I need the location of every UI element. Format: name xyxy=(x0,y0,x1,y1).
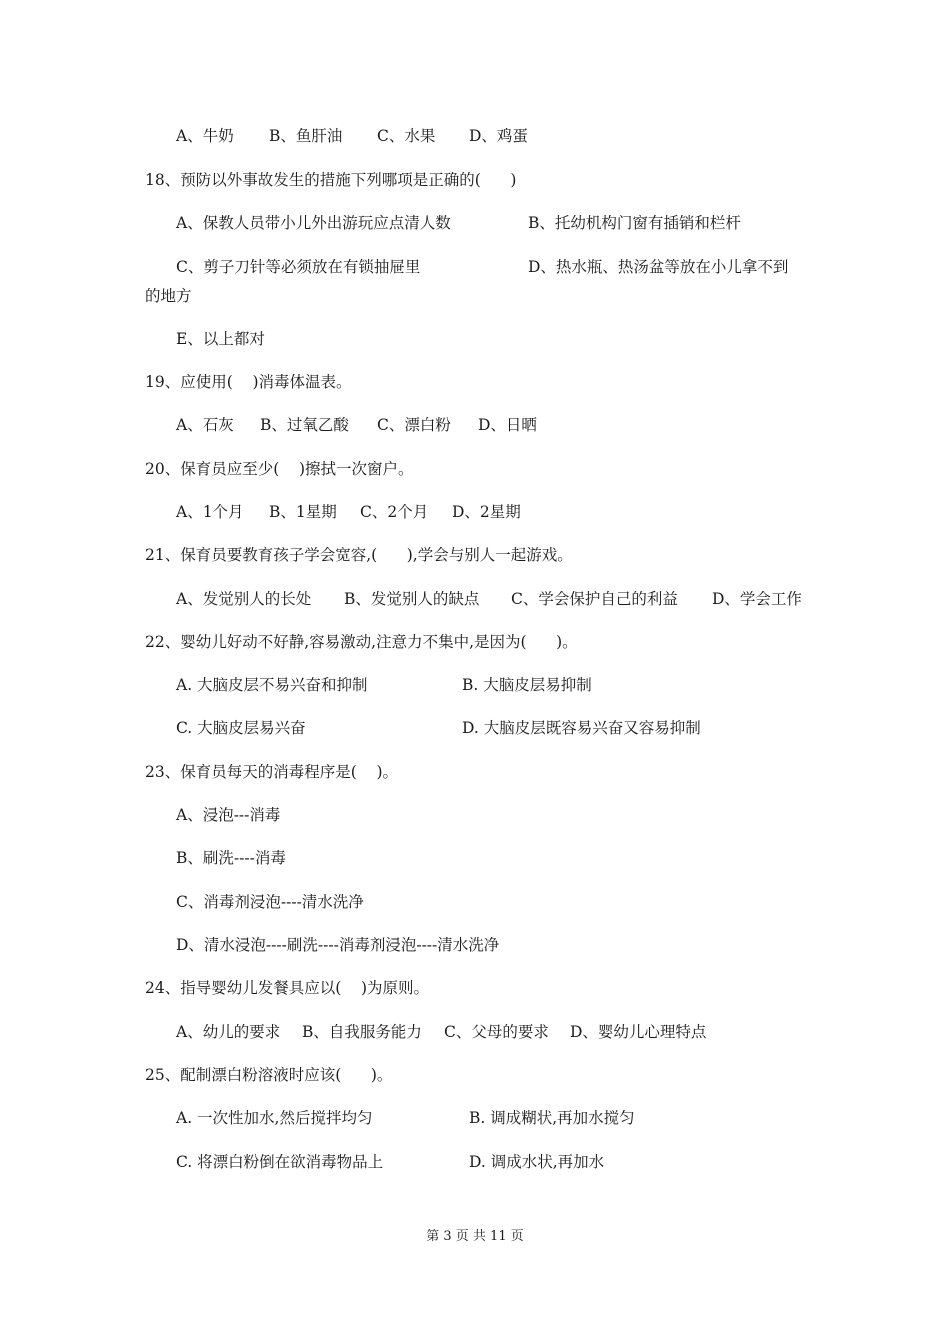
q23-option-a: A、浸泡---消毒 xyxy=(176,806,281,824)
option-b: B、1星期 xyxy=(269,503,337,521)
option-b: B、发觉别人的缺点 xyxy=(344,590,480,608)
option-c: C、父母的要求 xyxy=(444,1023,549,1041)
option-b: B. 大脑皮层易抑制 xyxy=(462,676,592,694)
option-c: C. 大脑皮层易兴奋 xyxy=(176,719,306,737)
question-20: 20、保育员应至少( )擦拭一次窗户。 xyxy=(145,460,414,478)
q23-option-c: C、消毒剂浸泡----清水洗净 xyxy=(176,893,364,911)
option-a: A、幼儿的要求 xyxy=(176,1023,281,1041)
q18-option-d-continued: 的地方 xyxy=(145,287,192,305)
option-c: C、学会保护自己的利益 xyxy=(511,590,678,608)
question-23: 23、保育员每天的消毒程序是( )。 xyxy=(145,763,399,781)
option-b: B、鱼肝油 xyxy=(269,127,343,145)
question-25: 25、配制漂白粉溶液时应该( )。 xyxy=(145,1066,393,1084)
option-d: D、学会工作 xyxy=(712,590,802,608)
option-c: C. 将漂白粉倒在欲消毒物品上 xyxy=(176,1153,384,1171)
option-b: B、过氧乙酸 xyxy=(260,416,349,434)
option-c: C、2个月 xyxy=(360,503,429,521)
page-number-footer: 第 3 页 共 11 页 xyxy=(426,1229,524,1244)
option-d: D、婴幼儿心理特点 xyxy=(570,1023,707,1041)
q23-option-b: B、刷洗----消毒 xyxy=(176,849,286,867)
option-b: B. 调成糊状,再加水搅匀 xyxy=(469,1109,635,1127)
option-c: C、水果 xyxy=(377,127,436,145)
question-21: 21、保育员要教育孩子学会宽容,( ),学会与别人一起游戏。 xyxy=(145,546,573,564)
option-b: B、自我服务能力 xyxy=(302,1023,422,1041)
option-a: A、1个月 xyxy=(176,503,244,521)
option-a: A、发觉别人的长处 xyxy=(176,590,312,608)
option-d: D、鸡蛋 xyxy=(469,127,528,145)
option-a: A、牛奶 xyxy=(176,127,234,145)
question-18: 18、预防以外事故发生的措施下列哪项是正确的( ) xyxy=(145,171,517,189)
option-a: A、石灰 xyxy=(176,416,234,434)
option-a: A. 大脑皮层不易兴奋和抑制 xyxy=(176,676,368,694)
question-19: 19、应使用( )消毒体温表。 xyxy=(145,373,352,391)
option-d: D、日晒 xyxy=(478,416,537,434)
option-b: B、托幼机构门窗有插销和栏杆 xyxy=(528,214,741,232)
option-d: D. 调成水状,再加水 xyxy=(469,1153,605,1171)
option-c: C、剪子刀针等必须放在有锁抽屉里 xyxy=(176,258,421,276)
question-24: 24、指导婴幼儿发餐具应以( )为原则。 xyxy=(145,979,430,997)
option-c: C、漂白粉 xyxy=(377,416,451,434)
q18-option-e: E、以上都对 xyxy=(176,330,265,348)
option-d: D. 大脑皮层既容易兴奋又容易抑制 xyxy=(462,719,701,737)
option-d: D、2星期 xyxy=(452,503,521,521)
option-d: D、热水瓶、热汤盆等放在小儿拿不到 xyxy=(528,258,789,276)
q23-option-d: D、清水浸泡----刷洗----消毒剂浸泡----清水洗净 xyxy=(176,936,500,954)
question-22: 22、婴幼儿好动不好静,容易激动,注意力不集中,是因为( )。 xyxy=(145,633,578,651)
option-a: A、保教人员带小儿外出游玩应点清人数 xyxy=(176,214,451,232)
option-a: A. 一次性加水,然后搅拌均匀 xyxy=(176,1109,373,1127)
